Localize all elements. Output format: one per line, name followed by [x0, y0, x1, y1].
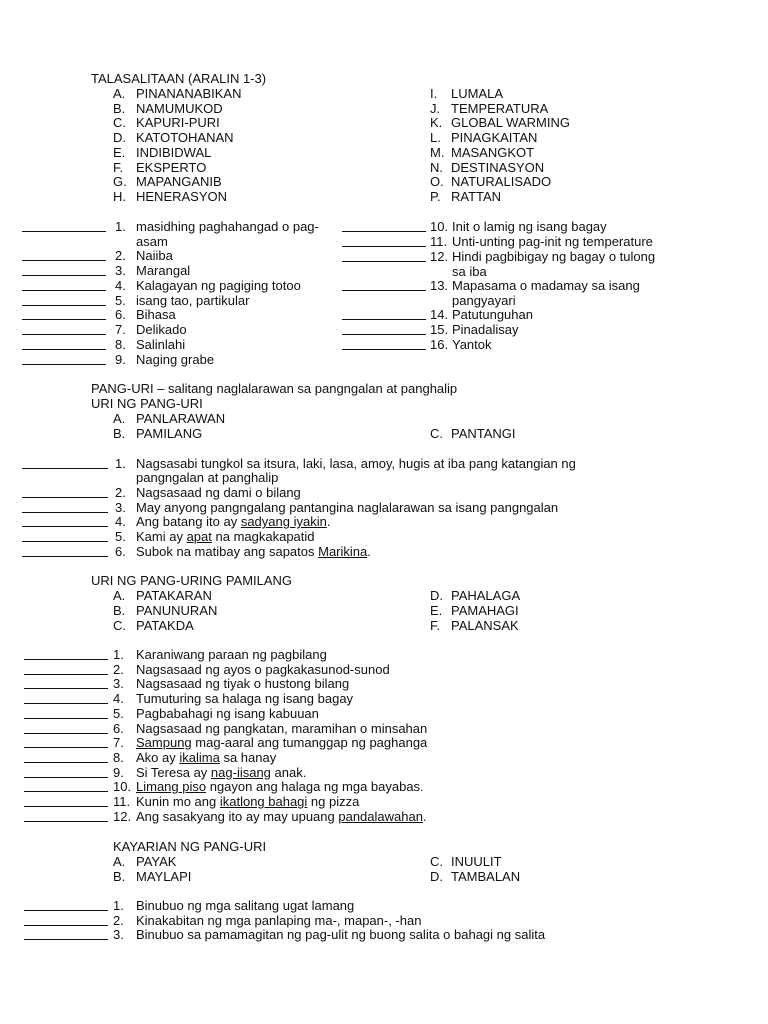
- underlined-answer: nag-iisang: [210, 764, 271, 780]
- answer-blank[interactable]: [24, 806, 108, 807]
- option-word: EKSPERTO: [136, 159, 207, 175]
- item-text: Mapasama o madamay sa isang: [452, 278, 640, 293]
- item-text: sa iba: [452, 264, 487, 279]
- item-text: asam: [136, 234, 168, 249]
- text-segment: ng pizza: [307, 794, 360, 809]
- item-number: 6.: [115, 544, 126, 559]
- text-segment: .: [422, 808, 427, 824]
- item-text: Bihasa: [136, 307, 176, 322]
- answer-blank[interactable]: [24, 910, 108, 911]
- item-number: 5.: [115, 293, 126, 308]
- item-text: Nagsasaad ng dami o bilang: [136, 485, 301, 500]
- option-letter: I.: [430, 86, 438, 101]
- section-title: URI NG PANG-URI: [91, 396, 203, 411]
- section-title: TALASALITAAN (ARALIN 1-3): [91, 71, 267, 86]
- option-letter: G.: [113, 174, 127, 190]
- item-text: Unti-unting pag-init ng temperature: [452, 234, 653, 249]
- text-segment: .: [367, 544, 371, 559]
- item-text: [136, 779, 424, 794]
- option-letter: E.: [113, 144, 126, 160]
- item-text: Binubuo ng mga salitang ugat lamang: [136, 898, 355, 913]
- item-text: [136, 809, 427, 824]
- item-text: Nagsasaad ng tiyak o hustong bilang: [136, 676, 350, 692]
- answer-blank[interactable]: [22, 526, 108, 527]
- answer-blank[interactable]: [24, 939, 108, 940]
- option-word: TEMPERATURA: [451, 100, 549, 116]
- option-word: INUULIT: [451, 854, 502, 869]
- item-text: Patutunguhan: [452, 307, 533, 322]
- option-letter: B.: [113, 426, 126, 441]
- option-letter: J.: [430, 100, 441, 116]
- answer-blank[interactable]: [24, 674, 108, 675]
- answer-blank[interactable]: [22, 260, 106, 261]
- item-text: Pinadalisay: [452, 322, 519, 337]
- item-number: 6.: [113, 720, 124, 736]
- item-text: Init o lamig ng isang bagay: [452, 219, 607, 234]
- item-number: 2.: [115, 485, 126, 500]
- item-text: [136, 735, 427, 750]
- item-number: 3.: [113, 676, 124, 692]
- item-text: Nagsasaad ng pangkatan, maramihan o minsahan: [136, 720, 428, 736]
- option-word: MASANGKOT: [451, 144, 535, 160]
- option-letter: C.: [113, 115, 126, 131]
- item-text: Nagsasabi tungkol sa itsura, laki, lasa, amoy, hugis at iba pang katangian ng: [136, 456, 576, 471]
- item-number: 3.: [115, 500, 126, 515]
- underlined-answer: Marikina: [318, 544, 368, 559]
- item-number: 1.: [115, 219, 126, 234]
- definition: PANG-URI – salitang naglalarawan sa pangngalan at panghalip: [91, 381, 458, 396]
- option-word: NAMUMUKOD: [136, 100, 223, 116]
- item-text: [136, 750, 276, 765]
- underlined-answer: pandalawahan: [338, 808, 423, 824]
- answer-blank[interactable]: [22, 305, 106, 306]
- option-letter: B.: [113, 869, 126, 884]
- item-number: 9.: [113, 764, 124, 780]
- item-number: 9.: [115, 352, 126, 367]
- option-word: MAYLAPI: [136, 869, 192, 884]
- option-word: PAHALAGA: [451, 588, 521, 603]
- option-letter: D.: [113, 130, 126, 146]
- item-text: Karaniwang paraan ng pagbilang: [136, 647, 327, 662]
- item-number: 10.: [430, 219, 449, 234]
- item-number: 12.: [430, 249, 449, 264]
- item-text: Tumuturing sa halaga ng isang bagay: [136, 691, 354, 707]
- answer-blank[interactable]: [24, 703, 108, 704]
- answer-blank[interactable]: [22, 364, 106, 365]
- text-segment: na magkakapatid: [211, 529, 315, 544]
- answer-blank[interactable]: [24, 747, 108, 748]
- underlined-answer: ikatlong bahagi: [219, 794, 308, 809]
- option-letter: O.: [430, 174, 444, 190]
- underlined-answer: ikalima: [179, 749, 220, 765]
- text-segment: Ako ay: [136, 749, 180, 765]
- option-word: KAPURI-PURI: [136, 115, 220, 131]
- item-number: 1.: [115, 456, 126, 471]
- item-text: masidhing paghahangad o pag-: [136, 219, 319, 234]
- answer-blank[interactable]: [22, 497, 108, 498]
- item-number: 3.: [113, 927, 124, 943]
- item-number: 13.: [430, 278, 449, 293]
- answer-blank[interactable]: [342, 319, 426, 320]
- item-number: 14.: [430, 307, 449, 322]
- option-letter: A.: [113, 86, 126, 101]
- item-number: 16.: [430, 337, 449, 352]
- option-word: NATURALISADO: [451, 174, 552, 190]
- option-letter: C.: [113, 618, 126, 633]
- answer-blank[interactable]: [342, 349, 426, 350]
- item-number: 8.: [115, 337, 126, 352]
- answer-blank[interactable]: [22, 512, 108, 513]
- item-text: pangngalan at panghalip: [136, 470, 279, 485]
- item-number: 7.: [115, 322, 126, 337]
- option-word: PATAKDA: [136, 618, 194, 633]
- option-letter: D.: [430, 869, 443, 884]
- item-number: 2.: [115, 248, 126, 263]
- item-number: 12.: [113, 808, 132, 824]
- option-letter: A.: [113, 854, 126, 869]
- item-text: [136, 794, 359, 809]
- item-text: [136, 514, 330, 529]
- item-number: 5.: [115, 529, 126, 544]
- text-segment: anak.: [270, 764, 307, 780]
- answer-blank[interactable]: [22, 541, 108, 542]
- underlined-answer: Limang piso: [136, 779, 207, 795]
- item-text: [136, 529, 315, 544]
- option-word: KATOTOHANAN: [136, 130, 234, 146]
- answer-blank[interactable]: [22, 334, 106, 335]
- item-number: 5.: [113, 705, 124, 721]
- item-number: 8.: [113, 749, 124, 765]
- option-word: INDIBIDWAL: [136, 144, 212, 160]
- text-segment: sa hanay: [219, 749, 277, 765]
- item-number: 15.: [430, 322, 449, 337]
- answer-blank[interactable]: [24, 688, 108, 689]
- option-letter: E.: [430, 603, 443, 618]
- item-text: [136, 544, 371, 559]
- answer-blank[interactable]: [22, 231, 106, 232]
- item-number: 4.: [113, 691, 124, 707]
- option-word: PANLARAWAN: [136, 411, 226, 426]
- text-segment: Ang batang ito ay: [136, 514, 241, 529]
- item-text: Kinakabitan ng mga panlaping ma-, mapan-, -han: [136, 912, 422, 928]
- option-word: TAMBALAN: [451, 869, 521, 884]
- answer-blank[interactable]: [342, 261, 426, 262]
- item-number: 1.: [113, 898, 124, 913]
- option-letter: A.: [113, 411, 126, 426]
- item-number: 11.: [113, 794, 131, 809]
- text-segment: mag-aaral ang tumanggap ng paghanga: [191, 735, 428, 751]
- answer-blank[interactable]: [342, 334, 426, 335]
- option-word: PAMILANG: [136, 426, 203, 441]
- answer-blank[interactable]: [22, 468, 108, 469]
- text-segment: Ang sasakyang ito ay may upuang: [136, 808, 339, 824]
- answer-blank[interactable]: [342, 231, 426, 232]
- answer-blank[interactable]: [24, 733, 108, 734]
- answer-blank[interactable]: [24, 718, 108, 719]
- item-number: 10.: [113, 779, 132, 795]
- answer-blank[interactable]: [24, 659, 108, 660]
- option-word: PINAGKAITAN: [451, 130, 538, 146]
- answer-blank[interactable]: [22, 290, 106, 291]
- item-number: 6.: [115, 307, 126, 322]
- item-text: Pagbabahagi ng isang kabuuan: [136, 705, 319, 721]
- option-letter: P.: [430, 188, 441, 204]
- option-letter: D.: [430, 588, 443, 603]
- answer-blank[interactable]: [24, 777, 108, 778]
- item-text: Binubuo sa pamamagitan ng pag-ulit ng buong salita o bahagi ng salita: [136, 927, 546, 943]
- option-word: MAPANGANIB: [136, 174, 222, 190]
- item-text: isang tao, partikular: [136, 293, 250, 308]
- item-text: Yantok: [452, 337, 492, 352]
- item-number: 3.: [115, 263, 126, 278]
- underlined-answer: Sampung: [136, 735, 192, 751]
- answer-blank[interactable]: [342, 290, 426, 291]
- item-text: Naiiba: [136, 248, 173, 263]
- option-word: PANUNURAN: [136, 603, 218, 618]
- item-number: 2.: [113, 661, 124, 677]
- text-segment: .: [326, 514, 331, 529]
- option-word: PANTANGI: [451, 426, 516, 441]
- item-text: Naging grabe: [136, 352, 215, 367]
- item-text: Nagsasaad ng ayos o pagkakasunod-sunod: [136, 661, 390, 677]
- option-word: PAYAK: [136, 854, 177, 869]
- underlined-answer: apat: [186, 529, 212, 544]
- item-number: 2.: [113, 912, 124, 928]
- option-word: PAMAHAGI: [451, 603, 519, 618]
- option-word: PATAKARAN: [136, 588, 212, 603]
- underlined-answer: sadyang iyakin: [240, 514, 327, 529]
- option-word: GLOBAL WARMING: [451, 115, 570, 131]
- item-text: Salinlahi: [136, 337, 186, 352]
- answer-blank[interactable]: [22, 556, 108, 557]
- answer-blank[interactable]: [24, 762, 108, 763]
- answer-blank[interactable]: [24, 791, 108, 792]
- section-title: URI NG PANG-URING PAMILANG: [91, 573, 293, 588]
- option-word: PALANSAK: [451, 618, 519, 633]
- option-word: DESTINASYON: [451, 159, 545, 175]
- item-number: 1.: [113, 647, 124, 662]
- option-letter: H.: [113, 188, 126, 204]
- option-letter: F.: [113, 159, 124, 175]
- item-number: 4.: [115, 278, 126, 293]
- item-text: pangyayari: [452, 293, 516, 308]
- option-letter: A.: [113, 588, 126, 603]
- option-letter: N.: [430, 159, 443, 175]
- section-title: KAYARIAN NG PANG-URI: [113, 839, 267, 854]
- option-letter: B.: [113, 603, 126, 618]
- option-letter: C.: [430, 854, 443, 869]
- answer-blank[interactable]: [342, 246, 426, 247]
- item-text: [136, 765, 306, 780]
- option-word: RATTAN: [451, 188, 502, 204]
- option-letter: C.: [430, 426, 443, 441]
- answer-blank[interactable]: [24, 925, 108, 926]
- option-letter: L.: [430, 130, 441, 146]
- text-segment: Kunin mo ang: [136, 794, 220, 809]
- option-letter: F.: [430, 618, 441, 633]
- text-segment: Si Teresa ay: [136, 764, 211, 780]
- item-text: May anyong pangngalang pantangina naglalarawan sa isang pangngalan: [136, 500, 559, 515]
- option-word: PINANANABIKAN: [136, 86, 242, 101]
- item-text: Marangal: [136, 263, 191, 278]
- answer-blank[interactable]: [22, 349, 106, 350]
- option-word: HENERASYON: [136, 188, 228, 204]
- text-segment: Kami ay: [136, 529, 187, 544]
- item-number: 7.: [113, 735, 124, 751]
- item-text: Delikado: [136, 322, 187, 337]
- text-segment: ngayon ang halaga ng mga bayabas.: [206, 779, 424, 795]
- option-word: LUMALA: [451, 86, 504, 101]
- option-letter: M.: [430, 144, 445, 160]
- text-segment: Subok na matibay ang sapatos: [136, 544, 319, 559]
- item-text: Kalagayan ng pagiging totoo: [136, 278, 301, 293]
- item-number: 11.: [430, 234, 448, 249]
- item-number: 4.: [115, 514, 126, 529]
- answer-blank[interactable]: [22, 319, 106, 320]
- option-letter: K.: [430, 115, 443, 131]
- answer-blank[interactable]: [22, 275, 106, 276]
- answer-blank[interactable]: [24, 821, 108, 822]
- option-letter: B.: [113, 100, 126, 116]
- item-text: Hindi pagbibigay ng bagay o tulong: [452, 249, 656, 264]
